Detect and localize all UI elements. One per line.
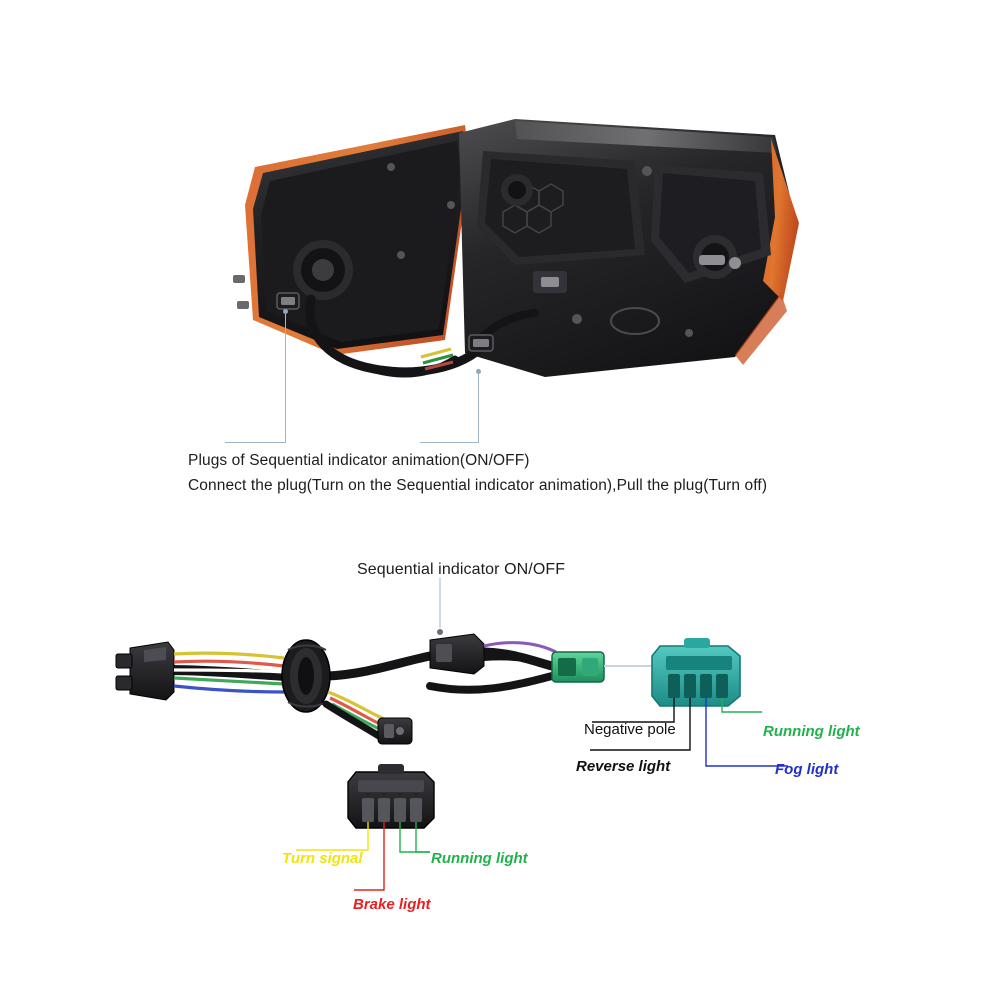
label-running-light-right: Running light xyxy=(763,723,860,740)
label-turn-signal: Turn signal xyxy=(282,850,363,867)
leader-dot-left xyxy=(283,309,288,314)
sequential-plug-left xyxy=(277,293,299,309)
connector-small-black-mid xyxy=(378,718,412,744)
callout-text-line-2: Connect the plug(Turn on the Sequential indicator animation),Pull the plug(Turn off) xyxy=(188,477,768,494)
label-fog-light: Fog light xyxy=(775,761,839,778)
leader-line-left xyxy=(285,312,286,442)
callout-text-line-1: Plugs of Sequential indicator animation(ON/OFF) xyxy=(188,452,530,469)
bulb-socket-grommet xyxy=(282,640,330,712)
sequential-plug-right xyxy=(469,335,493,351)
tail-light-assembly-photo xyxy=(215,105,815,405)
label-negative-pole: Negative pole xyxy=(584,721,676,738)
tail-light-illustration xyxy=(215,105,815,405)
label-reverse-light: Reverse light xyxy=(576,758,671,775)
harness-title: Sequential indicator ON/OFF xyxy=(357,561,566,578)
leader-line-right xyxy=(478,372,479,442)
connector-bottom-black xyxy=(348,764,434,828)
connector-green-small xyxy=(552,652,660,682)
leader-dot-right xyxy=(476,369,481,374)
label-brake-light: Brake light xyxy=(353,896,431,913)
connector-left-black xyxy=(116,642,174,700)
label-running-light-bottom: Running light xyxy=(431,850,528,867)
leader-line-right-foot xyxy=(420,442,479,443)
leader-line-left-foot xyxy=(225,442,286,443)
connector-teal-4pin xyxy=(652,638,740,706)
